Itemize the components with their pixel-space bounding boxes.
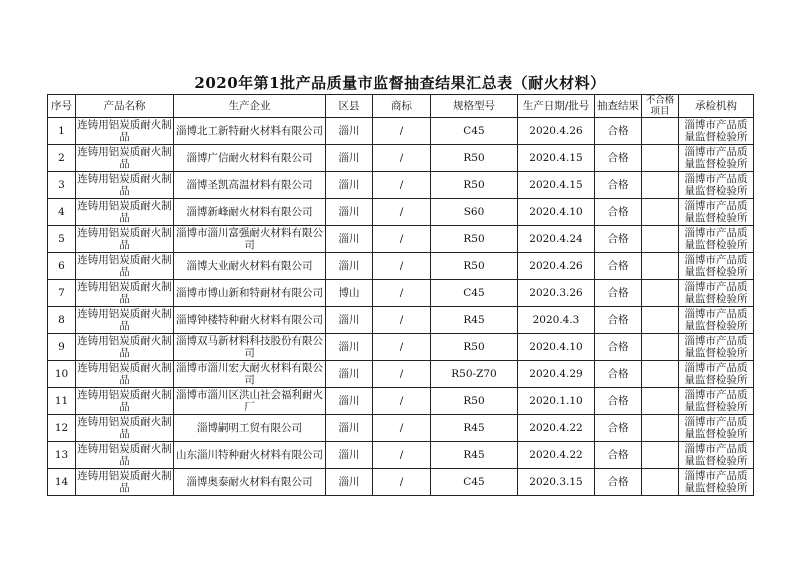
cell-date: 2020.4.15 — [518, 172, 595, 199]
cell-model: C45 — [431, 280, 518, 307]
cell-company: 淄博市淄川区洪山社会福利耐火厂 — [174, 388, 326, 415]
cell-failed — [642, 442, 679, 469]
cell-brand: / — [373, 145, 431, 172]
cell-company: 淄博新峰耐火材料有限公司 — [174, 199, 326, 226]
cell-district: 淄川 — [326, 145, 373, 172]
cell-failed — [642, 361, 679, 388]
cell-brand: / — [373, 253, 431, 280]
cell-no: 8 — [48, 307, 76, 334]
table-row — [48, 388, 754, 415]
cell-agency: 淄博市产品质量监督检验所 — [679, 388, 754, 415]
cell-date: 2020.4.10 — [518, 334, 595, 361]
cell-company: 淄博市淄川宏大耐火材料有限公司 — [174, 361, 326, 388]
table-row — [48, 415, 754, 442]
cell-product: 连铸用铝炭质耐火制品 — [77, 200, 172, 224]
cell-date: 2020.4.24 — [518, 226, 595, 253]
cell-model: C45 — [431, 118, 518, 145]
cell-date: 2020.4.10 — [518, 199, 595, 226]
table-row — [48, 226, 754, 253]
header-model: 规格型号 — [431, 95, 518, 118]
cell-agency: 淄博市产品质量监督检验所 — [679, 469, 754, 496]
cell-product: 连铸用铝炭质耐火制品 — [77, 173, 172, 197]
cell-no: 10 — [48, 361, 76, 388]
cell-product: 连铸用铝炭质耐火制品 — [77, 470, 172, 494]
cell-district: 淄川 — [326, 442, 373, 469]
cell-district: 博山 — [326, 280, 373, 307]
cell-product: 连铸用铝炭质耐火制品 — [77, 146, 172, 170]
cell-failed — [642, 469, 679, 496]
cell-failed — [642, 280, 679, 307]
cell-date: 2020.4.26 — [518, 253, 595, 280]
table-row — [48, 172, 754, 199]
cell-company: 淄博嗣明工贸有限公司 — [174, 415, 326, 442]
cell-model: R50 — [431, 145, 518, 172]
cell-agency: 淄博市产品质量监督检验所 — [679, 415, 754, 442]
table-row — [48, 361, 754, 388]
cell-company: 山东淄川特种耐火材料有限公司 — [174, 442, 326, 469]
cell-no: 5 — [48, 226, 76, 253]
cell-agency: 淄博市产品质量监督检验所 — [679, 145, 754, 172]
cell-result: 合格 — [595, 469, 642, 496]
cell-brand: / — [373, 442, 431, 469]
cell-failed — [642, 226, 679, 253]
table-row — [48, 199, 754, 226]
cell-no: 1 — [48, 118, 76, 145]
cell-no: 11 — [48, 388, 76, 415]
table-row — [48, 307, 754, 334]
header-product: 产品名称 — [76, 95, 174, 118]
cell-agency: 淄博市产品质量监督检验所 — [679, 172, 754, 199]
cell-product: 连铸用铝炭质耐火制品 — [77, 281, 172, 305]
cell-product: 连铸用铝炭质耐火制品 — [77, 119, 172, 143]
page-title: 2020年第1批产品质量市监督抽查结果汇总表（耐火材料） — [194, 74, 606, 92]
table-row — [48, 118, 754, 145]
cell-company: 淄博广信耐火材料有限公司 — [174, 145, 326, 172]
cell-company: 淄博奥泰耐火材料有限公司 — [174, 469, 326, 496]
cell-result: 合格 — [595, 442, 642, 469]
cell-district: 淄川 — [326, 253, 373, 280]
cell-failed — [642, 118, 679, 145]
cell-district: 淄川 — [326, 199, 373, 226]
cell-agency: 淄博市产品质量监督检验所 — [679, 280, 754, 307]
cell-district: 淄川 — [326, 415, 373, 442]
cell-agency: 淄博市产品质量监督检验所 — [679, 307, 754, 334]
header-brand: 商标 — [373, 95, 431, 118]
cell-model: R45 — [431, 442, 518, 469]
cell-district: 淄川 — [326, 226, 373, 253]
cell-agency: 淄博市产品质量监督检验所 — [679, 253, 754, 280]
cell-brand: / — [373, 469, 431, 496]
cell-company: 淄博北工新特耐火材料有限公司 — [174, 118, 326, 145]
cell-failed — [642, 172, 679, 199]
cell-result: 合格 — [595, 253, 642, 280]
cell-failed — [642, 145, 679, 172]
cell-no: 13 — [48, 442, 76, 469]
cell-model: C45 — [431, 469, 518, 496]
cell-failed — [642, 307, 679, 334]
cell-company: 淄博圣凯高温材料有限公司 — [174, 172, 326, 199]
cell-agency: 淄博市产品质量监督检验所 — [679, 361, 754, 388]
cell-district: 淄川 — [326, 469, 373, 496]
cell-date: 2020.4.26 — [518, 118, 595, 145]
cell-company: 淄博市博山新和特耐材有限公司 — [174, 280, 326, 307]
cell-failed — [642, 334, 679, 361]
cell-product: 连铸用铝炭质耐火制品 — [77, 416, 172, 440]
cell-model: R50 — [431, 172, 518, 199]
cell-agency: 淄博市产品质量监督检验所 — [679, 334, 754, 361]
cell-agency: 淄博市产品质量监督检验所 — [679, 226, 754, 253]
header-failed: 不合格项目 — [642, 95, 679, 118]
cell-model: R50-Z70 — [431, 361, 518, 388]
cell-brand: / — [373, 172, 431, 199]
cell-failed — [642, 388, 679, 415]
cell-company: 淄博钟楼特种耐火材料有限公司 — [174, 307, 326, 334]
cell-no: 6 — [48, 253, 76, 280]
cell-no: 2 — [48, 145, 76, 172]
cell-failed — [642, 199, 679, 226]
cell-date: 2020.1.10 — [518, 388, 595, 415]
table-row — [48, 469, 754, 496]
cell-date: 2020.4.29 — [518, 361, 595, 388]
cell-brand: / — [373, 199, 431, 226]
cell-product: 连铸用铝炭质耐火制品 — [77, 308, 172, 332]
header-no: 序号 — [48, 95, 76, 118]
cell-district: 淄川 — [326, 118, 373, 145]
cell-no: 14 — [48, 469, 76, 496]
cell-district: 淄川 — [326, 334, 373, 361]
cell-model: R50 — [431, 334, 518, 361]
cell-no: 4 — [48, 199, 76, 226]
cell-agency: 淄博市产品质量监督检验所 — [679, 442, 754, 469]
cell-model: R50 — [431, 253, 518, 280]
cell-agency: 淄博市产品质量监督检验所 — [679, 118, 754, 145]
cell-brand: / — [373, 388, 431, 415]
cell-agency: 淄博市产品质量监督检验所 — [679, 199, 754, 226]
cell-company: 淄博双马新材料科技股份有限公司 — [174, 334, 326, 361]
cell-company: 淄博大业耐火材料有限公司 — [174, 253, 326, 280]
cell-brand: / — [373, 226, 431, 253]
cell-product: 连铸用铝炭质耐火制品 — [77, 254, 172, 278]
cell-brand: / — [373, 415, 431, 442]
cell-no: 3 — [48, 172, 76, 199]
table-header-row — [48, 95, 754, 118]
results-table — [47, 94, 754, 496]
table-row — [48, 145, 754, 172]
cell-brand: / — [373, 307, 431, 334]
cell-result: 合格 — [595, 415, 642, 442]
header-company: 生产企业 — [174, 95, 326, 118]
cell-no: 9 — [48, 334, 76, 361]
cell-district: 淄川 — [326, 307, 373, 334]
cell-result: 合格 — [595, 145, 642, 172]
cell-brand: / — [373, 280, 431, 307]
cell-result: 合格 — [595, 172, 642, 199]
cell-no: 7 — [48, 280, 76, 307]
header-district: 区县 — [326, 95, 373, 118]
cell-date: 2020.3.15 — [518, 469, 595, 496]
header-agency: 承检机构 — [679, 95, 754, 118]
cell-result: 合格 — [595, 199, 642, 226]
cell-date: 2020.4.3 — [518, 307, 595, 334]
cell-model: R50 — [431, 226, 518, 253]
cell-district: 淄川 — [326, 361, 373, 388]
header-result: 抽查结果 — [595, 95, 642, 118]
table-row — [48, 280, 754, 307]
cell-date: 2020.4.22 — [518, 442, 595, 469]
cell-model: R50 — [431, 388, 518, 415]
cell-result: 合格 — [595, 118, 642, 145]
cell-result: 合格 — [595, 226, 642, 253]
cell-product: 连铸用铝炭质耐火制品 — [77, 443, 172, 467]
cell-result: 合格 — [595, 388, 642, 415]
table-row — [48, 334, 754, 361]
cell-district: 淄川 — [326, 388, 373, 415]
header-date: 生产日期/批号 — [518, 95, 595, 118]
cell-brand: / — [373, 361, 431, 388]
cell-model: S60 — [431, 199, 518, 226]
cell-brand: / — [373, 118, 431, 145]
cell-result: 合格 — [595, 361, 642, 388]
cell-date: 2020.4.15 — [518, 145, 595, 172]
cell-company: 淄博市淄川富强耐火材料有限公司 — [174, 226, 326, 253]
cell-result: 合格 — [595, 334, 642, 361]
cell-result: 合格 — [595, 280, 642, 307]
cell-product: 连铸用铝炭质耐火制品 — [77, 362, 172, 386]
cell-product: 连铸用铝炭质耐火制品 — [77, 335, 172, 359]
cell-failed — [642, 415, 679, 442]
table-row — [48, 253, 754, 280]
cell-district: 淄川 — [326, 172, 373, 199]
cell-product: 连铸用铝炭质耐火制品 — [77, 389, 172, 413]
cell-no: 12 — [48, 415, 76, 442]
cell-product: 连铸用铝炭质耐火制品 — [77, 227, 172, 251]
cell-result: 合格 — [595, 307, 642, 334]
cell-brand: / — [373, 334, 431, 361]
cell-failed — [642, 253, 679, 280]
cell-model: R45 — [431, 415, 518, 442]
cell-date: 2020.3.26 — [518, 280, 595, 307]
table-row — [48, 442, 754, 469]
cell-date: 2020.4.22 — [518, 415, 595, 442]
cell-model: R45 — [431, 307, 518, 334]
